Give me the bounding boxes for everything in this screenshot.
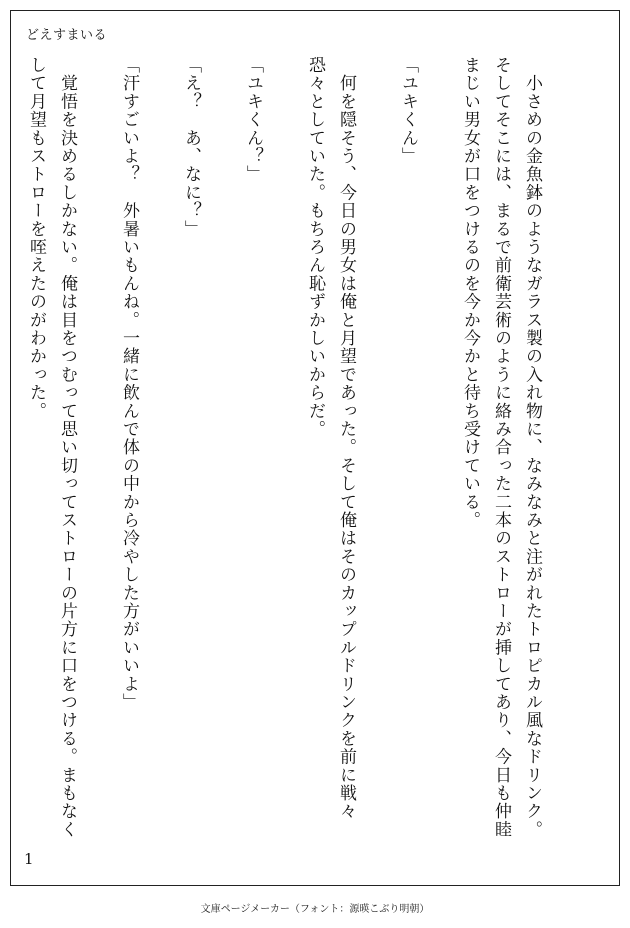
paragraph: 「ユキくん」: [398, 56, 418, 166]
paragraph: 小さめの金魚鉢のようなガラス製の入れ物に、なみなみと注がれたトロピカル風なドリンク。そしてそこには、まるで前衛芸術のように絡み合った二本のストローが挿してあり、今日も仲睦まじい男女が口をつけるのを今か今かと待ち受けている。: [460, 56, 542, 839]
footer-credit: 文庫ページメーカー（フォント：源暎こぶり明朝）: [200, 904, 430, 915]
page-header-title: どえすまいる: [26, 28, 108, 43]
paragraph: 「ユキくん？」: [243, 56, 263, 184]
page-number: 1: [24, 850, 34, 868]
paragraph: 「え？ あ、なに？」: [181, 56, 201, 238]
body-text-column: [0, 56, 578, 840]
paragraph: 何を隠そう、今日の男女は俺と月望であった。そして俺はそのカップルドリンクを前に戦々恐々としていた。もちろん恥ずかしいからだ。: [305, 56, 356, 821]
paragraph: 「汗すごいよ？ 外暑いもんね。一緒に飲んで体の中から冷やした方がいいよ」: [119, 56, 139, 712]
paragraph: 覚悟を決めるしかない。俺は目をつむって思い切ってストローの片方に口をつける。まもなくして月望もストローを咥えたのがわかった。: [26, 56, 77, 839]
